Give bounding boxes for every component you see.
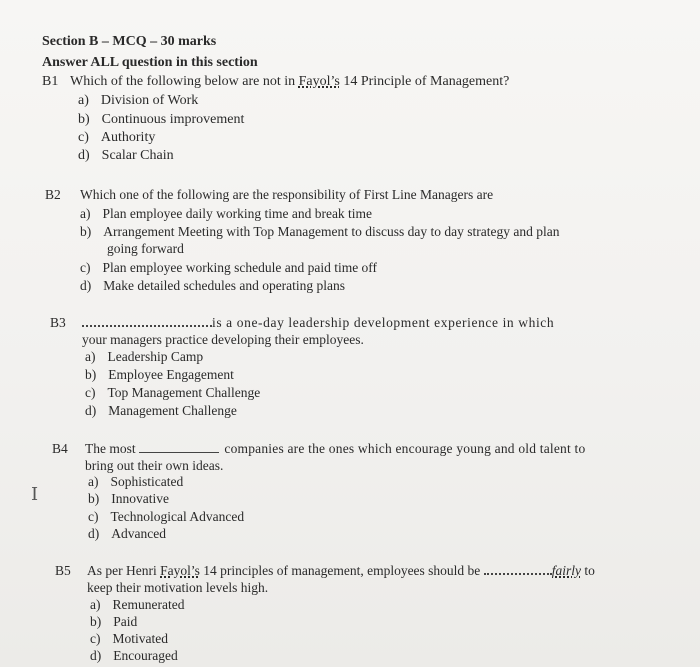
question-b5-mid: 14 principles of management, employees should be (199, 563, 481, 578)
option-letter: d) (90, 648, 102, 663)
option-text: Innovative (111, 491, 169, 506)
question-b1-text-before: Which of the following below are not in (70, 74, 299, 89)
question-b4-line1 (85, 441, 585, 457)
option-letter: a) (78, 93, 89, 108)
question-b4-line1-after: companies are the ones which encourage young and old talent to (224, 441, 586, 456)
b1-option-d[interactable] (78, 148, 174, 164)
question-b3-number: B3 (50, 315, 66, 330)
answer-blank[interactable] (82, 316, 212, 327)
question-b5-word: fairly (551, 563, 581, 578)
option-text: Plan employee daily working time and break time (102, 206, 373, 221)
question-b5-number: B5 (55, 563, 71, 578)
option-letter: c) (78, 130, 89, 145)
option-letter: a) (80, 206, 91, 221)
b3-option-a[interactable] (85, 349, 203, 365)
option-text: Technological Advanced (110, 509, 245, 524)
option-text: Continuous improvement (101, 112, 245, 127)
text-cursor-icon: I (31, 484, 39, 505)
b1-option-b[interactable] (78, 112, 244, 128)
b1-option-c[interactable] (78, 130, 155, 146)
question-b5-line1 (87, 563, 595, 579)
question-b1-number: B1 (42, 74, 59, 89)
question-b5-fayol: Fayol’s (160, 563, 200, 578)
question-b5-line2: keep their motivation levels high. (87, 580, 269, 595)
b5-option-b[interactable] (90, 614, 137, 630)
option-letter: b) (80, 224, 92, 239)
option-letter: a) (85, 349, 96, 364)
option-letter: c) (88, 509, 99, 524)
option-text: Encouraged (113, 648, 178, 663)
question-b3-line1-text: is a one-day leadership development experience in which (212, 315, 555, 330)
b3-option-b[interactable] (85, 367, 234, 383)
option-text: Remunerated (112, 597, 185, 612)
option-letter: b) (90, 614, 102, 629)
question-b3-line2: your managers practice developing their employees. (82, 332, 364, 347)
b4-option-d[interactable] (88, 526, 166, 542)
option-letter: a) (90, 597, 101, 612)
option-letter: a) (88, 474, 99, 489)
option-letter: b) (88, 491, 100, 506)
b4-option-b[interactable] (88, 491, 169, 507)
answer-blank[interactable] (484, 564, 552, 575)
option-text: Management Challenge (108, 403, 237, 418)
option-text: Authority (100, 130, 156, 145)
option-text: Paid (113, 614, 138, 629)
question-b4-line2: bring out their own ideas. (85, 458, 224, 473)
b1-option-a[interactable] (78, 93, 198, 109)
question-b2-number: B2 (45, 187, 61, 202)
question-b3-line1 (82, 315, 554, 331)
section-title: Section B – MCQ – 30 marks (42, 34, 217, 49)
question-b2-text: Which one of the following are the responsibility of First Line Managers are (80, 187, 494, 202)
b3-option-c[interactable] (85, 385, 260, 401)
option-text: Motivated (112, 631, 168, 646)
option-text: Arrangement Meeting with Top Management to discuss day to day strategy and plan (103, 224, 560, 239)
option-letter: d) (85, 403, 97, 418)
option-letter: d) (88, 526, 100, 541)
option-text: Plan employee working schedule and paid time off (102, 260, 378, 275)
b4-option-a[interactable] (88, 474, 183, 490)
question-b1-text (70, 74, 509, 90)
b2-option-a[interactable] (80, 206, 372, 222)
b2-option-b[interactable] (80, 224, 559, 240)
question-b1-fayol: Fayol’s (298, 74, 340, 89)
answer-blank[interactable] (139, 452, 219, 453)
option-letter: c) (80, 260, 91, 275)
question-b5-end: to (580, 563, 595, 578)
option-letter: c) (90, 631, 101, 646)
option-text: Top Management Challenge (107, 385, 261, 400)
option-letter: d) (80, 278, 92, 293)
question-b1-text-after: 14 Principle of Management? (339, 74, 510, 89)
option-text: Employee Engagement (108, 367, 234, 382)
option-text: Sophisticated (110, 474, 184, 489)
b2-option-b-continued: going forward (107, 241, 184, 256)
option-letter: d) (78, 148, 90, 163)
b2-option-c[interactable] (80, 260, 377, 276)
option-letter: c) (85, 385, 96, 400)
question-b4-number: B4 (52, 441, 68, 456)
option-text: Division of Work (100, 93, 199, 108)
b5-option-a[interactable] (90, 597, 184, 613)
b3-option-d[interactable] (85, 403, 237, 419)
b2-option-d[interactable] (80, 278, 345, 294)
option-letter: b) (85, 367, 97, 382)
b4-option-c[interactable] (88, 509, 244, 525)
b5-option-c[interactable] (90, 631, 168, 647)
option-letter: b) (78, 112, 90, 127)
b5-option-d[interactable] (90, 648, 178, 664)
option-text: Advanced (111, 526, 166, 541)
option-text: Make detailed schedules and operating plans (103, 278, 346, 293)
section-instruction: Answer ALL question in this section (42, 55, 258, 70)
option-text: Leadership Camp (107, 349, 204, 364)
option-text: Scalar Chain (101, 148, 174, 163)
question-b5-before: As per Henri (87, 563, 161, 578)
question-b4-line1-before: The most (85, 441, 136, 456)
